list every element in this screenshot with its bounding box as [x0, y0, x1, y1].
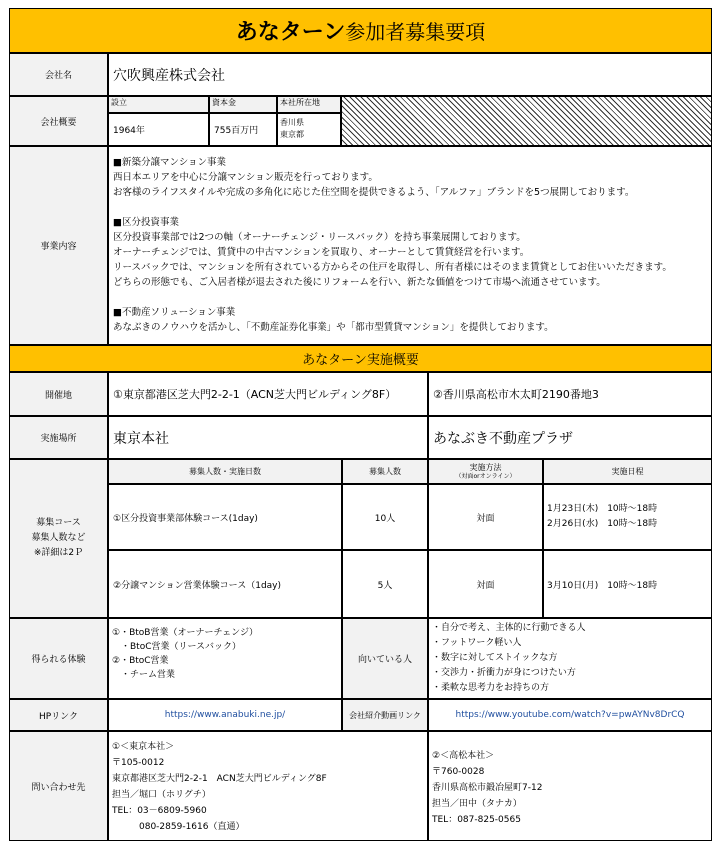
course-head-method: [428, 459, 543, 484]
title-rest: 参加者募集要項: [345, 20, 486, 44]
business-line: どちらの形態でも、ご入居者様が退去された後にリフォームを行い、新たな価値をつけて市場へ流通させています。: [113, 277, 606, 288]
course-row-2-method: 対面: [428, 550, 543, 618]
course-label-line: 募集人数など: [31, 533, 86, 543]
business-line: 区分投資事業部では2つの軸（オーナーチェンジ・リースバック）を持ち事業展開しております。: [113, 232, 526, 243]
venue-tokyo: ①東京都港区芝大門2-2-1（ACN芝大門ビルディング8F）: [108, 372, 428, 416]
section-title: あなターン実施概要: [9, 345, 712, 372]
hp-label: HPリンク: [9, 699, 108, 731]
contact-takamatsu: [428, 731, 712, 841]
company-label: 会社名: [9, 53, 108, 96]
experience-item: ①・BtoB営業（オーナーチェンジ）: [112, 628, 258, 638]
course-row-2-dates: [543, 550, 712, 618]
contact-line: TEL：03－6809-5960: [112, 806, 207, 816]
overview-hq: 香川県 東京都: [277, 113, 341, 146]
suit-item: ・柔軟な思考力をお持ちの方: [432, 683, 550, 693]
business-line: 西日本エリアを中心に分譲マンション販売を行っております。: [113, 172, 378, 183]
contact-line: 〒105-0012: [112, 758, 165, 768]
overview-capital: 755百万円: [209, 113, 277, 146]
course-row-1-name: ①区分投資事業部体験コース(1day): [108, 484, 342, 550]
overview-founded: 1964年: [108, 113, 209, 146]
venue-label: 開催地: [9, 372, 108, 416]
contact-line: TEL：087-825-0565: [432, 815, 521, 825]
contact-line: 東京都港区芝大門2-2-1 ACN芝大門ビルディング8F: [112, 774, 327, 784]
suit-item: ・フットワーク軽い人: [432, 638, 522, 648]
course-date: 3月10日(月) 10時～18時: [547, 580, 658, 591]
place-kagawa: あなぶき不動産プラザ: [428, 416, 712, 459]
contact-line: 担当／堀口（ホリグチ）: [112, 790, 211, 800]
experience-list: [108, 618, 342, 699]
course-date: 1月23日(木) 10時～18時: [547, 504, 658, 514]
course-row-2-name: ②分譲マンション営業体験コース（1day): [108, 550, 342, 618]
contact-line: ①＜東京本社＞: [112, 742, 175, 752]
business-line: あなぶきのノウハウを活かし、「不動産証券化事業」や「都市型賃貸マンション」を提供しております。: [113, 322, 554, 333]
course-head-method-sub: （対面orオンライン）: [455, 472, 516, 480]
experience-item: ・チーム営業: [112, 670, 176, 680]
course-row-1-method: 対面: [428, 484, 543, 550]
video-label: 会社紹介動画リンク: [342, 699, 428, 731]
business-line: オーナーチェンジでは、賃貸中の中古マンションを買取り、オーナーとして賃貸経営を行います。: [113, 247, 530, 258]
contact-line: 〒760-0028: [432, 767, 485, 777]
suit-item: ・数字に対してストイックな方: [432, 653, 558, 663]
course-label-line: ※詳細は2Ｐ: [33, 548, 84, 558]
business-line: [113, 200, 707, 215]
hp-link[interactable]: https://www.anabuki.ne.jp/: [108, 699, 342, 731]
video-link[interactable]: https://www.youtube.com/watch?v=pwAYNv8DrCQ: [428, 699, 712, 731]
business-line: お客様のライフスタイルや完成の多角化に応じた住空間を提供できるよう、「アルファ」ブランドを5つ展開しております。: [113, 187, 635, 198]
course-head-name: 募集人数・実施日数: [108, 459, 342, 484]
title-bold: あなターン: [235, 20, 346, 45]
business-line: [113, 290, 707, 305]
course-row-1-count: 10人: [342, 484, 428, 550]
overview-head-capital: 資本金: [209, 96, 277, 113]
course-label: [9, 459, 108, 618]
business-label: 事業内容: [9, 146, 108, 345]
suit-label: 向いている人: [342, 618, 428, 699]
title-banner: [9, 8, 712, 53]
contact-line: 080-2859-1616（直通）: [112, 822, 245, 832]
contact-line: 香川県高松市鍛冶屋町7-12: [432, 783, 543, 793]
experience-item: ②・BtoC営業: [112, 656, 169, 666]
place-tokyo: 東京本社: [108, 416, 428, 459]
overview-head-hq: 本社所在地: [277, 96, 341, 113]
venue-kagawa: ②香川県高松市木太町2190番地3: [428, 372, 712, 416]
business-line: リースバックでは、マンションを所有されている方からその住戸を取得し、所有者様にはそのまま賃貸としてお住いいただきます。: [113, 262, 672, 273]
business-line: ■区分投資事業: [113, 217, 179, 228]
course-head-method-main: 実施方法: [469, 462, 502, 472]
contact-label: 問い合わせ先: [9, 731, 108, 841]
contact-tokyo: [108, 731, 428, 841]
experience-item: ・BtoC営業（リースバック）: [112, 642, 242, 652]
suit-item: ・自分で考え、主体的に行動できる人: [432, 623, 586, 633]
course-head-count: 募集人数: [342, 459, 428, 484]
course-label-line: 募集コース: [36, 518, 81, 528]
course-date: 2月26日(水) 10時～18時: [547, 519, 658, 529]
course-row-1-dates: [543, 484, 712, 550]
contact-line: 担当／田中（タナカ）: [432, 799, 522, 809]
business-content: [108, 146, 712, 345]
business-line: ■新築分譲マンション事業: [113, 157, 227, 168]
company-name: 穴吹興産株式会社: [108, 53, 712, 96]
contact-line: ②＜高松本社＞: [432, 751, 495, 761]
experience-label: 得られる体験: [9, 618, 108, 699]
overview-label: 会社概要: [9, 96, 108, 146]
overview-head-founded: 設立: [108, 96, 209, 113]
course-head-dates: 実施日程: [543, 459, 712, 484]
suit-list: [428, 618, 712, 699]
business-line: ■不動産ソリューション事業: [113, 307, 236, 318]
suit-item: ・交渉力・折衝力が身につけたい方: [432, 668, 576, 678]
course-row-2-count: 5人: [342, 550, 428, 618]
place-label: 実施場所: [9, 416, 108, 459]
overview-hatch: [341, 96, 712, 146]
